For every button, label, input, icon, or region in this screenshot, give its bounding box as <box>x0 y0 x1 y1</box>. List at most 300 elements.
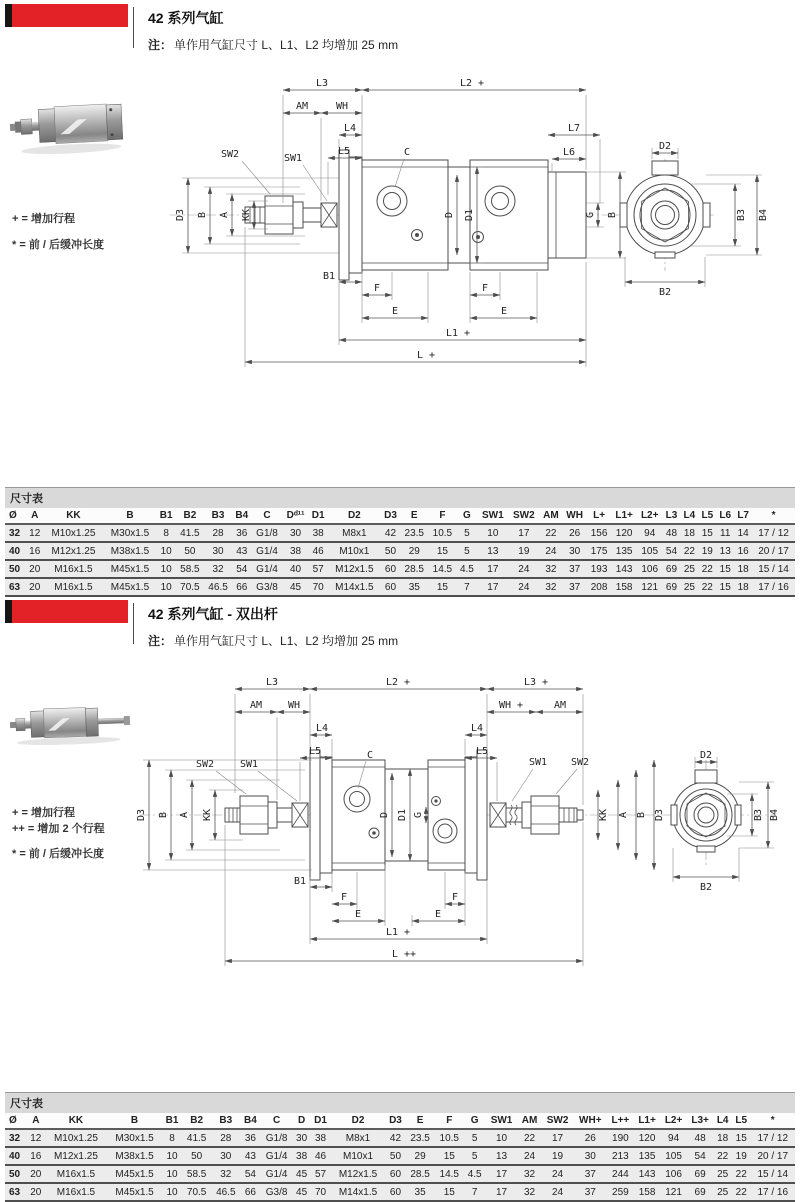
cell: 20 <box>27 1183 45 1201</box>
cell: 58.5 <box>182 1165 211 1183</box>
dim-b1: B1 <box>293 876 306 887</box>
cell: G1/4 <box>252 542 283 560</box>
cell: 29 <box>400 542 428 560</box>
dim-am-right: AM <box>553 700 567 711</box>
column-header: * <box>751 1113 795 1129</box>
dim-l3: L3 <box>265 677 279 688</box>
section1-divider <box>133 7 134 48</box>
section1-red-bar <box>12 4 128 27</box>
cell: 63 <box>5 1183 27 1201</box>
dim-whp: WH + <box>498 700 524 711</box>
dim-f-left: F <box>340 892 348 903</box>
cell: 8 <box>156 524 175 542</box>
column-header: L3+ <box>687 1113 714 1129</box>
cell: 20 <box>26 560 43 578</box>
cell: M45x1.5 <box>104 560 157 578</box>
dim-l4-right: L4 <box>470 723 484 734</box>
cell: 38 <box>293 1147 311 1165</box>
cell: 50 <box>5 1165 27 1183</box>
cell: M14x1.5 <box>328 578 381 596</box>
cell: 20 / 17 <box>751 1147 795 1165</box>
cell: 24 <box>541 1165 573 1183</box>
column-header: L4 <box>680 508 698 524</box>
cell: 14.5 <box>428 560 456 578</box>
dim-l3: L3 <box>315 78 329 89</box>
cell: 11 <box>716 524 734 542</box>
cell: 13 <box>485 1147 517 1165</box>
dim-c: C <box>403 147 411 158</box>
cell: 69 <box>687 1165 714 1183</box>
dim-l1: L1 + <box>385 927 411 938</box>
cell: 7 <box>456 578 477 596</box>
cell: 17 / 12 <box>751 1129 795 1147</box>
cell: M38x1.5 <box>104 542 157 560</box>
cell: 14.5 <box>435 1165 464 1183</box>
section1-title: 42 系列气缸 <box>148 10 224 26</box>
column-header: D2 <box>328 508 381 524</box>
column-header: L7 <box>734 508 752 524</box>
cell: 17 <box>477 560 508 578</box>
dim-l5-left: L5 <box>308 746 322 757</box>
cell: 45 <box>293 1165 311 1183</box>
cell: 10 <box>162 1147 182 1165</box>
column-header: B3 <box>211 1113 240 1129</box>
dim-g: G <box>585 211 596 219</box>
cell: 158 <box>634 1183 661 1201</box>
cell: 54 <box>232 560 251 578</box>
column-header: WH+ <box>574 1113 607 1129</box>
cell: 13 <box>716 542 734 560</box>
cell: 143 <box>634 1165 661 1183</box>
cell: 69 <box>663 578 681 596</box>
cell: M12x1.5 <box>331 1165 386 1183</box>
cell: 69 <box>687 1183 714 1201</box>
dim-kk: KK <box>241 208 252 222</box>
section2-divider <box>133 603 134 644</box>
cell: 24 <box>508 578 539 596</box>
legend-double-stroke: ++ = 增加 2 个行程 <box>12 823 105 835</box>
cell: M16x1.5 <box>43 560 103 578</box>
cell: M45x1.5 <box>104 578 157 596</box>
cell: M14x1.5 <box>331 1183 386 1201</box>
cell: M12x1.25 <box>45 1147 107 1165</box>
cell: 17 <box>477 578 508 596</box>
cell: 8 <box>162 1129 182 1147</box>
cell: 57 <box>311 1165 331 1183</box>
column-header: A <box>27 1113 45 1129</box>
column-header: B <box>104 508 157 524</box>
dim-d1: D1 <box>464 208 475 222</box>
cell: 17 <box>541 1129 573 1147</box>
cell: 50 <box>176 542 204 560</box>
dimension-table-2 <box>5 1092 795 1202</box>
cell: 24 <box>539 542 562 560</box>
cell: M16x1.5 <box>43 578 103 596</box>
cell: 10.5 <box>428 524 456 542</box>
cell: 120 <box>611 524 637 542</box>
cell: G1/4 <box>252 560 283 578</box>
cell: 37 <box>574 1165 607 1183</box>
cell: M10x1 <box>331 1147 386 1165</box>
dim-d: D <box>444 211 455 219</box>
cell: 15 <box>428 542 456 560</box>
section2-red-bar <box>12 600 128 623</box>
cell: 69 <box>663 560 681 578</box>
dim-b-left: B <box>158 811 169 819</box>
table-row <box>5 542 795 560</box>
cell: 54 <box>663 542 681 560</box>
cell: 50 <box>385 1147 405 1165</box>
cell: 213 <box>607 1147 634 1165</box>
dim-d2: D2 <box>699 750 713 761</box>
cell: 26 <box>562 524 586 542</box>
cell: 94 <box>637 524 663 542</box>
dim-l6: L6 <box>562 147 576 158</box>
table-row <box>5 1183 795 1201</box>
end-view-2 <box>671 750 780 893</box>
column-header: B1 <box>156 508 175 524</box>
cell: M45x1.5 <box>107 1183 162 1201</box>
dim-l5-right: L5 <box>475 746 489 757</box>
cell: 208 <box>587 578 611 596</box>
header-row <box>5 1113 795 1129</box>
cell: 135 <box>634 1147 661 1165</box>
cell: 17 <box>485 1183 517 1201</box>
header-row <box>5 508 795 524</box>
dim-wh: WH <box>287 700 301 711</box>
cell: 36 <box>240 1129 260 1147</box>
cell: 60 <box>381 560 400 578</box>
column-header: B4 <box>240 1113 260 1129</box>
cell: 54 <box>687 1147 714 1165</box>
cell: 42 <box>381 524 400 542</box>
dim-l2: L2 + <box>459 78 485 89</box>
section1-note <box>148 36 398 53</box>
column-header: B2 <box>176 508 204 524</box>
cell: G1/8 <box>260 1129 292 1147</box>
cell: 19 <box>732 1147 751 1165</box>
cell: 32 <box>518 1183 542 1201</box>
dim-d3-left: D3 <box>136 808 147 822</box>
cell: 105 <box>660 1147 687 1165</box>
cell: 10 <box>162 1165 182 1183</box>
cell: 70.5 <box>176 578 204 596</box>
column-header: AM <box>518 1113 542 1129</box>
cell: 120 <box>634 1129 661 1147</box>
column-header: D1 <box>311 1113 331 1129</box>
cell: 7 <box>464 1183 486 1201</box>
cell: 17 <box>508 524 539 542</box>
column-header: B4 <box>232 508 251 524</box>
cell: G1/8 <box>252 524 283 542</box>
dimension-table <box>5 1113 795 1202</box>
dim-l7: L7 <box>567 123 581 134</box>
dim-d3-right: D3 <box>654 808 665 822</box>
cell: 32 <box>211 1165 240 1183</box>
dim-a-left: A <box>179 811 190 819</box>
cell: 38 <box>309 524 328 542</box>
dim-e-right: E <box>434 909 442 920</box>
cell: M45x1.5 <box>107 1165 162 1183</box>
cell: 32 <box>539 560 562 578</box>
table-row <box>5 560 795 578</box>
cell: 18 <box>734 578 752 596</box>
cell: M30x1.5 <box>104 524 157 542</box>
column-header: A <box>26 508 43 524</box>
dim-sw2: SW2 <box>220 149 240 160</box>
cell: 20 <box>26 578 43 596</box>
cell: 15 <box>435 1183 464 1201</box>
cell: 10.5 <box>435 1129 464 1147</box>
table-row <box>5 578 795 596</box>
column-header: B3 <box>204 508 232 524</box>
cell: 15 <box>698 524 716 542</box>
cell: 19 <box>541 1147 573 1165</box>
column-header: L3 <box>663 508 681 524</box>
cell: 5 <box>464 1129 486 1147</box>
cell: 35 <box>406 1183 435 1201</box>
column-header: D <box>293 1113 311 1129</box>
dim-b2: B2 <box>699 882 713 893</box>
end-view <box>616 141 769 298</box>
dim-b2: B2 <box>658 287 672 298</box>
cell: 57 <box>309 560 328 578</box>
cell: 24 <box>508 560 539 578</box>
cell: 25 <box>680 578 698 596</box>
page-edge-mark-2 <box>5 600 12 623</box>
dim-e-left: E <box>354 909 362 920</box>
column-header: F <box>428 508 456 524</box>
cell: 12 <box>26 524 43 542</box>
column-header: L5 <box>732 1113 751 1129</box>
column-header: L++ <box>607 1113 634 1129</box>
dim-sw1-right: SW1 <box>528 757 548 768</box>
dim-l-double: L ++ <box>391 949 417 960</box>
cell: G3/8 <box>252 578 283 596</box>
cell: 121 <box>660 1183 687 1201</box>
cell: 190 <box>607 1129 634 1147</box>
cell: 156 <box>587 524 611 542</box>
column-header: KK <box>45 1113 107 1129</box>
dimension-table <box>5 508 795 597</box>
dim-f-right: F <box>481 283 489 294</box>
column-header: SW1 <box>477 508 508 524</box>
dim-d3: D3 <box>175 208 186 222</box>
table-title: 尺寸表 <box>5 1092 795 1113</box>
cell: 143 <box>611 560 637 578</box>
cell: M10x1 <box>328 542 381 560</box>
cell: 26 <box>574 1129 607 1147</box>
cell: 40 <box>5 542 26 560</box>
cell: 50 <box>5 560 26 578</box>
cell: 259 <box>607 1183 634 1201</box>
side-view-rod <box>245 196 337 234</box>
cell: 12 <box>27 1129 45 1147</box>
cell: 29 <box>406 1147 435 1165</box>
dim-l4-left: L4 <box>315 723 329 734</box>
dim-a: A <box>219 211 230 219</box>
column-header: G <box>464 1113 486 1129</box>
cell: 15 <box>716 560 734 578</box>
cell: 10 <box>156 542 175 560</box>
cell: 22 <box>518 1129 542 1147</box>
cell: 25 <box>713 1165 732 1183</box>
cell: M10x1.25 <box>45 1129 107 1147</box>
dim-f-left: F <box>373 283 381 294</box>
column-header: Ø <box>5 1113 27 1129</box>
column-header: L+ <box>587 508 611 524</box>
cell: 19 <box>698 542 716 560</box>
cell: 25 <box>713 1183 732 1201</box>
cell: 10 <box>156 560 175 578</box>
cell: 46.5 <box>204 578 232 596</box>
cell: 22 <box>713 1147 732 1165</box>
cell: M16x1.5 <box>45 1165 107 1183</box>
cell: M38x1.5 <box>107 1147 162 1165</box>
cell: 22 <box>680 542 698 560</box>
cell: 30 <box>211 1147 240 1165</box>
cell: M12x1.25 <box>43 542 103 560</box>
cell: 5 <box>456 542 477 560</box>
column-header: B2 <box>182 1113 211 1129</box>
cell: 18 <box>680 524 698 542</box>
cell: 30 <box>574 1147 607 1165</box>
legend-cushion: * = 前 / 后缓冲长度 <box>12 848 104 860</box>
cell: 46 <box>311 1147 331 1165</box>
cell: G1/4 <box>260 1165 292 1183</box>
cell: M30x1.5 <box>107 1129 162 1147</box>
dim-am: AM <box>295 101 309 112</box>
cell: 94 <box>660 1129 687 1147</box>
cell: 10 <box>156 578 175 596</box>
cell: 23.5 <box>406 1129 435 1147</box>
cell: 24 <box>541 1183 573 1201</box>
column-header: SW2 <box>508 508 539 524</box>
cell: 38 <box>283 542 309 560</box>
cell: 10 <box>485 1129 517 1147</box>
cell: M16x1.5 <box>45 1183 107 1201</box>
cell: 22 <box>539 524 562 542</box>
cell: 28.5 <box>400 560 428 578</box>
cell: 41.5 <box>176 524 204 542</box>
column-header: L4 <box>713 1113 732 1129</box>
cell: 46.5 <box>211 1183 240 1201</box>
dim-l4: L4 <box>343 123 357 134</box>
cell: 17 / 12 <box>752 524 795 542</box>
cell: 17 <box>485 1165 517 1183</box>
cell: 37 <box>562 578 586 596</box>
dim-sw1-left: SW1 <box>239 759 259 770</box>
cell: 13 <box>477 542 508 560</box>
cell: 32 <box>539 578 562 596</box>
cell: 32 <box>518 1165 542 1183</box>
cell: 58.5 <box>176 560 204 578</box>
cell: 32 <box>5 524 26 542</box>
column-header: SW1 <box>485 1113 517 1129</box>
cell: 5 <box>456 524 477 542</box>
cell: 30 <box>283 524 309 542</box>
side-view-body <box>339 150 586 280</box>
section2-note <box>148 632 398 649</box>
note-label: 注： <box>148 634 173 648</box>
dim-sw1: SW1 <box>283 153 303 164</box>
cell: 17 / 16 <box>752 578 795 596</box>
cell: 22 <box>698 560 716 578</box>
column-header: Ø <box>5 508 26 524</box>
cell: M8x1 <box>328 524 381 542</box>
cell: 24 <box>518 1147 542 1165</box>
cell: 40 <box>5 1147 27 1165</box>
cell: 105 <box>637 542 663 560</box>
cell: M10x1.25 <box>43 524 103 542</box>
cell: 70 <box>309 578 328 596</box>
cell: 17 / 16 <box>751 1183 795 1201</box>
cell: 10 <box>162 1183 182 1201</box>
page-edge-mark <box>5 4 12 27</box>
column-header: L5 <box>698 508 716 524</box>
cell: 45 <box>283 578 309 596</box>
dim-d: D <box>379 811 390 819</box>
column-header: D1 <box>309 508 328 524</box>
cell: 16 <box>26 542 43 560</box>
column-header: E <box>400 508 428 524</box>
cell: 46 <box>309 542 328 560</box>
column-header: D3 <box>385 1113 405 1129</box>
cell: 121 <box>637 578 663 596</box>
legend-stroke: + = 增加行程 <box>12 807 75 819</box>
cell: 22 <box>732 1183 751 1201</box>
dim-b-right: B <box>607 211 618 219</box>
cell: 70 <box>311 1183 331 1201</box>
cell: 15 / 14 <box>751 1165 795 1183</box>
cell: 18 <box>734 560 752 578</box>
table-row <box>5 1129 795 1147</box>
cell: 16 <box>27 1147 45 1165</box>
cell: 5 <box>464 1147 486 1165</box>
dim-l1: L1 + <box>445 328 471 339</box>
column-header: C <box>260 1113 292 1129</box>
cell: 28 <box>204 524 232 542</box>
dim-a-right: A <box>618 811 629 819</box>
cell: 15 <box>732 1129 751 1147</box>
dimension-drawing-double-rod <box>0 665 800 985</box>
cell: 37 <box>574 1183 607 1201</box>
cell: 106 <box>660 1165 687 1183</box>
column-header: Dᵈ¹¹ <box>283 508 309 524</box>
dim-b3: B3 <box>753 808 764 822</box>
cell: 28 <box>211 1129 240 1147</box>
column-header: G <box>456 508 477 524</box>
column-header: L2+ <box>637 508 663 524</box>
cell: 32 <box>5 1129 27 1147</box>
cell: 4.5 <box>456 560 477 578</box>
cell: 66 <box>232 578 251 596</box>
dim-am-left: AM <box>249 700 263 711</box>
cell: 4.5 <box>464 1165 486 1183</box>
dim-kk-right: KK <box>598 808 609 822</box>
cell: 244 <box>607 1165 634 1183</box>
table-row <box>5 524 795 542</box>
cell: 14 <box>734 524 752 542</box>
column-header: WH <box>562 508 586 524</box>
cell: 135 <box>611 542 637 560</box>
dimension-table-1 <box>5 487 795 597</box>
dim-d1: D1 <box>397 808 408 822</box>
table-row <box>5 1147 795 1165</box>
cell: 43 <box>240 1147 260 1165</box>
dim-sw2-right: SW2 <box>570 757 590 768</box>
column-header: SW2 <box>541 1113 573 1129</box>
